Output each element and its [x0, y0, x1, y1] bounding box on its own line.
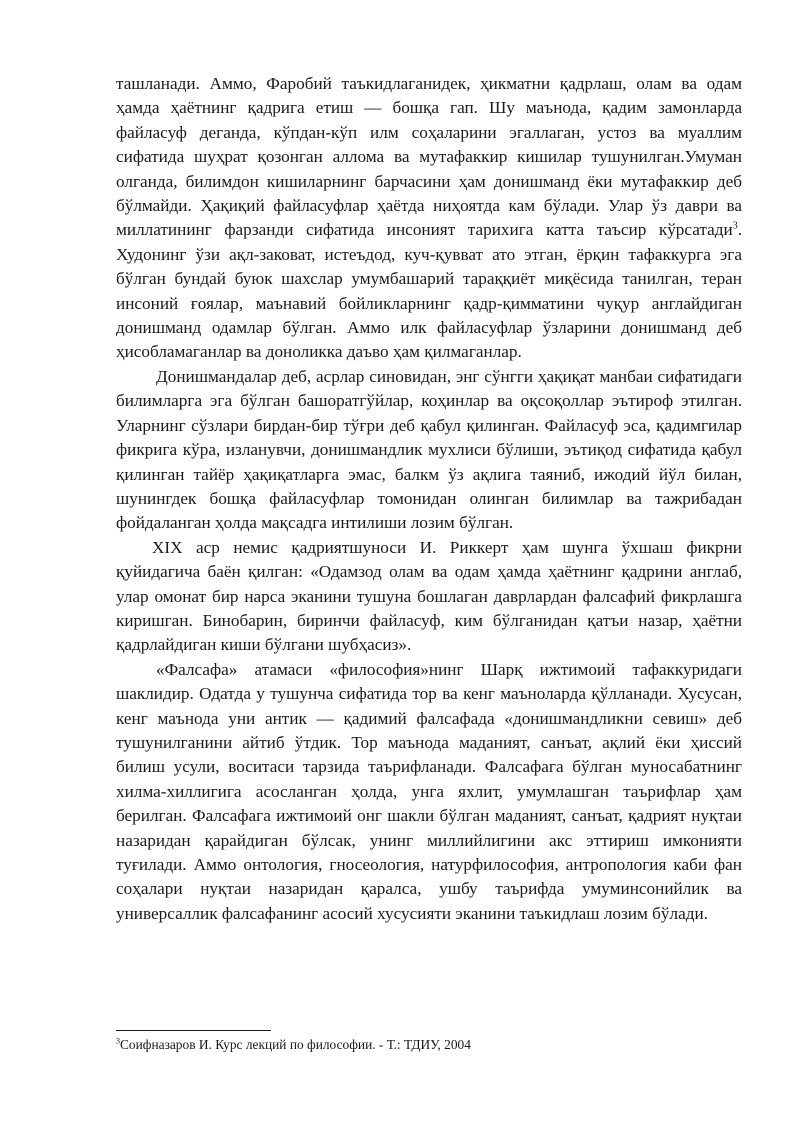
paragraph-4: «Фалсафа» атамаси «философия»нинг Шарқ ижтимоий тафаккуридаги шаклидир. Одатда у тушунча сифатида тор ва кенг маъноларда қўлланади. Хусусан, кенг маънода уни антик — қадимий фалсафада «донишмандликни севиш» деб тушунилганини айтиб ўтдик. Тор маънода маданият, санъат, ақлий ёки ҳиссий билиш усули, воситаси тарзида таърифланади. Фалсафага бўлган муносабатнинг хилма-хиллигига асосланган ҳолда, унга яхлит, умумлашган таърифлар ҳам берилган. Фалсафага ижтимоий онг шакли бўлган маданият, санъат, қадрият нуқтаи назаридан қарайдиган бўлсак, унинг миллийлигини акс эттириш имконияти туғилади. Аммо онтология, гносеология, натурфилософия, антропология каби фан соҳалари нуқтаи назаридан қаралса, ушбу таърифда умуминсонийлик ва универсаллик фалсафанинг асосий хусусияти эканини таъкидлаш лозим бўлади. — [116, 659, 742, 923]
paragraph-3: XIX аср немис қадриятшуноси И. Риккерт ҳам шунга ўхшаш фикрни қуйидагича баён қилган: «Одамзод олам ва одам ҳамда ҳаётнинг қадрини англаб, улар омонат бир нарса эканини тушуна бошлаган даврлардан фалсафий фикрлашга киришган. Бинобарин, биринчи файласуф, ким бўлганидан қатъи назар, ҳаётни қадрлайдиган киши бўлгани шубҳасиз». — [116, 537, 742, 655]
footnote-text: Соифназаров И. Курс лекций по философии. - Т.: ТДИУ, 2004 — [120, 1037, 471, 1052]
footnote — [116, 1036, 471, 1054]
footnote-marker: 3 — [116, 1036, 120, 1046]
document-body — [116, 72, 742, 926]
paragraph-1 — [116, 72, 742, 365]
footnote-separator — [116, 1030, 271, 1031]
footnote-reference[interactable]: 3 — [732, 220, 738, 232]
paragraph-2: Донишмандалар деб, асрлар синовидан, энг сўнгги ҳақиқат манбаи сифатидаги билимларга эга бўлган башоратгўйлар, коҳинлар ва оқсоқоллар эътироф этилган. Уларнинг сўзлари бирдан-бир тўғри деб қабул қилинган. Файласуф эса, қадимгилар фикрига кўра, изланувчи, донишмандлик мухлиси бўлиши, эътиқод сифатида қабул қилинган тайёр ҳақиқатларга эмас, балкм ўз ақлига таяниб, ижодий йўл билан, шунингдек бошқа файласуфлар томонидан олинган билимлар ва тажрибадан фойдаланган ҳолда мақсадга интилиши лозим бўлган. — [116, 366, 742, 533]
paragraph-1-text-b: . Худонинг ўзи ақл-заковат, истеъдод, куч-қувват ато этган, ёрқин тафаккурга эга бўлган бундай буюк шахслар умумбашарий тараққиёт миқёсида танилган, теран инсоний ғоялар, маънавий бойликларнинг қадр-қимматини чуқур англайдиган донишманд одамлар бўлган. Аммо илк файласуфлар ўзларини донишманд деб ҳисобламаганлар ва доноликка даъво ҳам қилмаганлар. — [116, 220, 742, 362]
paragraph-1-text-a: ташланади. Аммо, Фаробий таъкидлаганидек, ҳикматни қадрлаш, олам ва одам ҳамда ҳаётнинг қадрига етиш — бошқа гап. Шу маънода, қадим замонларда файласуф деганда, кўпдан-кўп илм соҳаларини эгаллаган, устоз ва муаллим сифатида шуҳрат қозонган аллома ва мутафаккир кишилар тушунилган.Умуман олганда, билимдон кишиларнинг барчасини ҳам донишманд ёки мутафаккир деб бўлмайди. Ҳақиқий файласуфлар ҳаётда ниҳоятда кам бўлади. Улар ўз даври ва миллатининг фарзанди сифатида инсоният тарихига катта таъсир кўрсатади — [116, 74, 742, 240]
